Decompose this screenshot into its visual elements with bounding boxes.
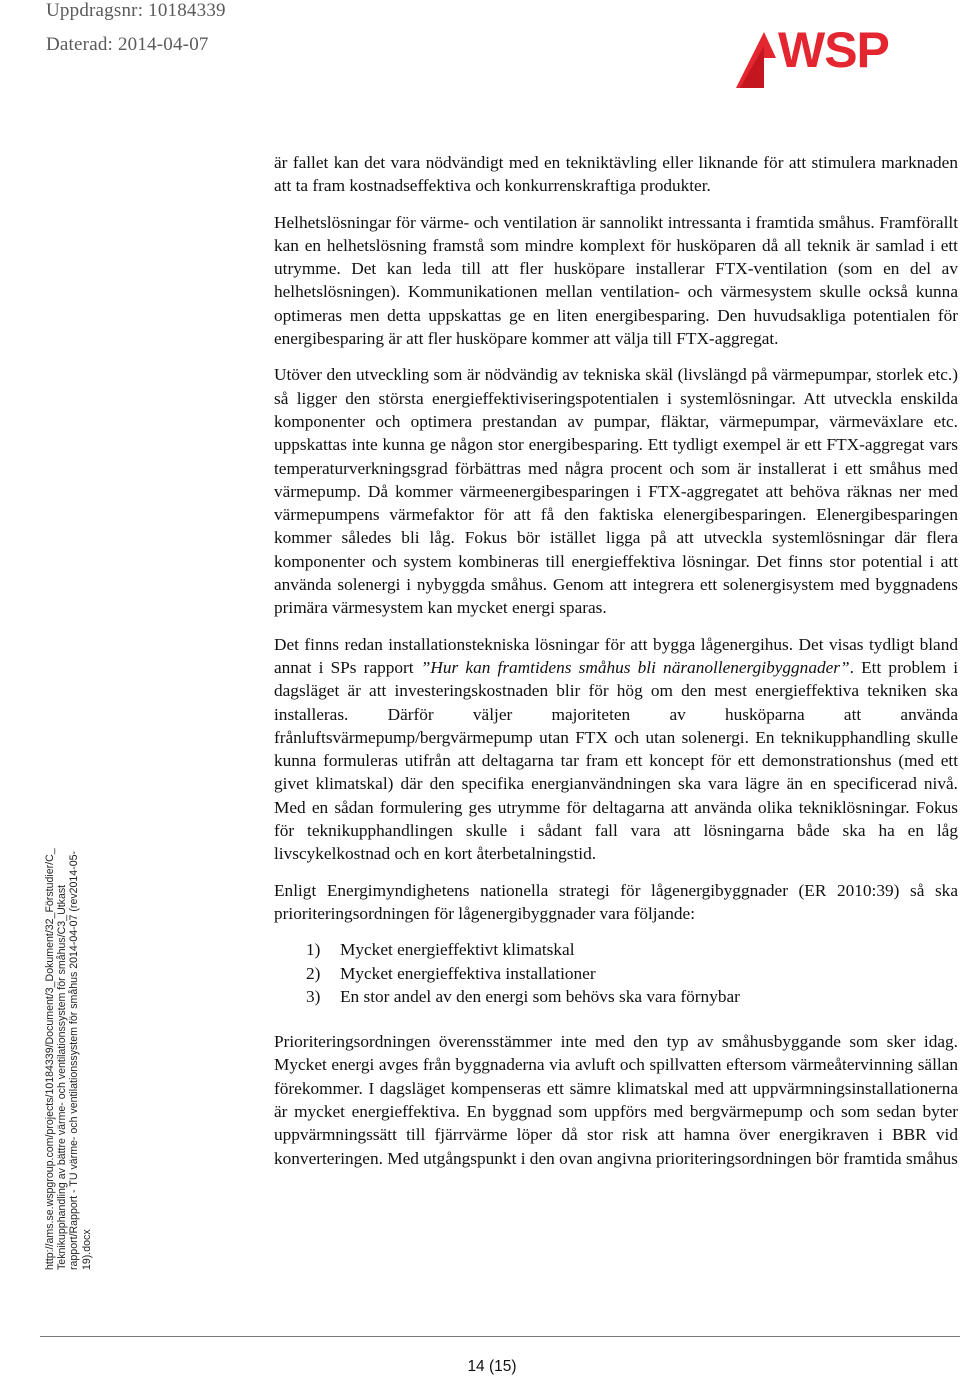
list-item — [274, 962, 958, 985]
list-item — [274, 938, 958, 961]
file-path-line: http://ams.se.wspgroup.com/projects/10184339/Document/3_Dokument/32_Förstudier/C_ — [44, 848, 56, 1270]
list-item-number: 1) — [306, 940, 321, 960]
wsp-logo — [730, 18, 920, 90]
list-item-text: Mycket energieffektiva installationer — [340, 963, 596, 983]
page-number-text: 14 (15) — [467, 1358, 517, 1375]
file-path-line: Teknikupphandling av bättre värme- och ventilationssystem för småhus/C3_Utkast — [56, 884, 69, 1270]
list-item-number: 2) — [306, 963, 321, 983]
footer-divider — [40, 1336, 960, 1337]
paragraph-text: . Ett problem i dagsläget är att investeringskostnaden blir för hög om den mest energieffektiva tekniken ska installeras. Därför väljer majoriteten av husköparna att använda frånluftsvärmepump/bergvärmepump utan FTX och utan solenergi. En teknikupphandling skulle kunna formuleras utifrån att deltagarna tar fram ett koncept för ett demonstrationshus (med ett givet klimatskal) där den specifika energianvändningen ska vara lägre än en specificerad nivå. Med en sådan formulering ges utrymme för deltagarna att använda olika tekniklösningar. Fokus för teknikupphandlingen skulle i sådant fall vara att lösningarna både ska ha en låg livscykelkostnad och en kort återbetalningstid. — [274, 657, 958, 864]
document-body — [274, 151, 958, 1170]
priority-list — [274, 938, 958, 1008]
report-title-italic: ”Hur kan framtidens småhus bli näranollenergibyggnader” — [420, 657, 850, 677]
paragraph: Utöver den utveckling som är nödvändig av tekniska skäl (livslängd på värmepumpar, storlek etc.) så ligger den största energieffektiviseringspotentialen i systemlösningar. Att utveckla enskilda komponenter och optimera prestandan av pumpar, fläktar, värmepumpar, värmeväxlare etc. uppskattas inte kunna ge någon stor energibesparing. Ett tydligt exempel är ett FTX-aggregat vars temperaturverkningsgrad förbättras med några procent och som är installerat i ett småhus med värmepump. Då kommer värmeenergibesparingen i FTX-aggregatet att behöva räknas ner med värmepumpens värmefaktor för att få den faktiska elenergibesparingen. Elenergibesparingen kommer således bli låg. Fokus bör istället ligga på att utveckla systemlösningar där flera komponenter och system kombineras till energieffektiva lösningar. Det finns stor potential i att använda solenergi i nybyggda småhus. Genom att integrera ett solenergisystem med byggnadens primära värmesystem kan mycket energi sparas. — [274, 365, 958, 618]
list-item — [274, 985, 958, 1008]
side-file-path — [0, 0, 93, 1384]
page-number — [0, 1358, 960, 1376]
wsp-logo-text: WSP — [778, 22, 889, 78]
document-date: Daterad: 2014-04-07 — [46, 34, 209, 55]
assignment-number: Uppdragsnr: 10184339 — [46, 0, 226, 21]
paragraph — [274, 633, 958, 866]
paragraph: Enligt Energimyndighetens nationella strategi för lågenergibyggnader (ER 2010:39) så ska prioriteringsordningen för lågenergibyggnader vara följande: — [274, 880, 958, 923]
file-path-line: rapport/Rapport - TU värme- och ventilationssystem för småhus 2014-04-07 (rev2014-05- — [68, 850, 81, 1270]
paragraph-text: Det finns redan installationstekniska lösningar för att bygga lågenergihus. Det visas tydligt bland annat i SPs rapport — [274, 634, 958, 677]
file-path-line: 19).docx — [80, 1229, 93, 1270]
list-item-text: En stor andel av den energi som behövs ska vara förnybar — [340, 986, 740, 1006]
paragraph: Helhetslösningar för värme- och ventilation är sannolikt intressanta i framtida småhus. Framförallt kan en helhetslösning framstå som mindre komplext för husköparen då all teknik är samlad i ett utrymme. Det kan leda till att fler husköpare installerar FTX-ventilation (som en del av helhetslösningen). Kommunikationen mellan ventilation- och värmesystem skulle också kunna optimeras men detta uppskattas ge en liten energibesparing. Den huvudsakliga potentialen för energibesparing är att fler husköpare kommer att välja till FTX-aggregat. — [274, 212, 958, 349]
list-item-number: 3) — [306, 986, 321, 1006]
page-header — [0, 0, 960, 100]
paragraph: Prioriteringsordningen överensstämmer inte med den typ av småhusbyggande som sker idag. Mycket energi avges från byggnaderna via avluft och spillvatten eftersom värmeåtervinning sällan förekommer. I dagsläget kompenseras ett sämre klimatskal med att uppvärmningsinstallationerna är mycket energieffektiva. En byggnad som uppförs med bergvärmepump och som sedan byter uppvärmningssätt till fjärrvärme löper då stor risk att hamna över energikraven i BBR vid konverteringen. Med utgångspunkt i den ovan angivna prioriteringsordningen bör framtida småhus — [274, 1032, 958, 1168]
paragraph: är fallet kan det vara nödvändigt med en tekniktävling eller liknande för att stimulera marknaden att ta fram kostnadseffektiva och konkurrenskraftiga produkter. — [274, 153, 958, 196]
list-item-text: Mycket energieffektivt klimatskal — [340, 940, 575, 960]
